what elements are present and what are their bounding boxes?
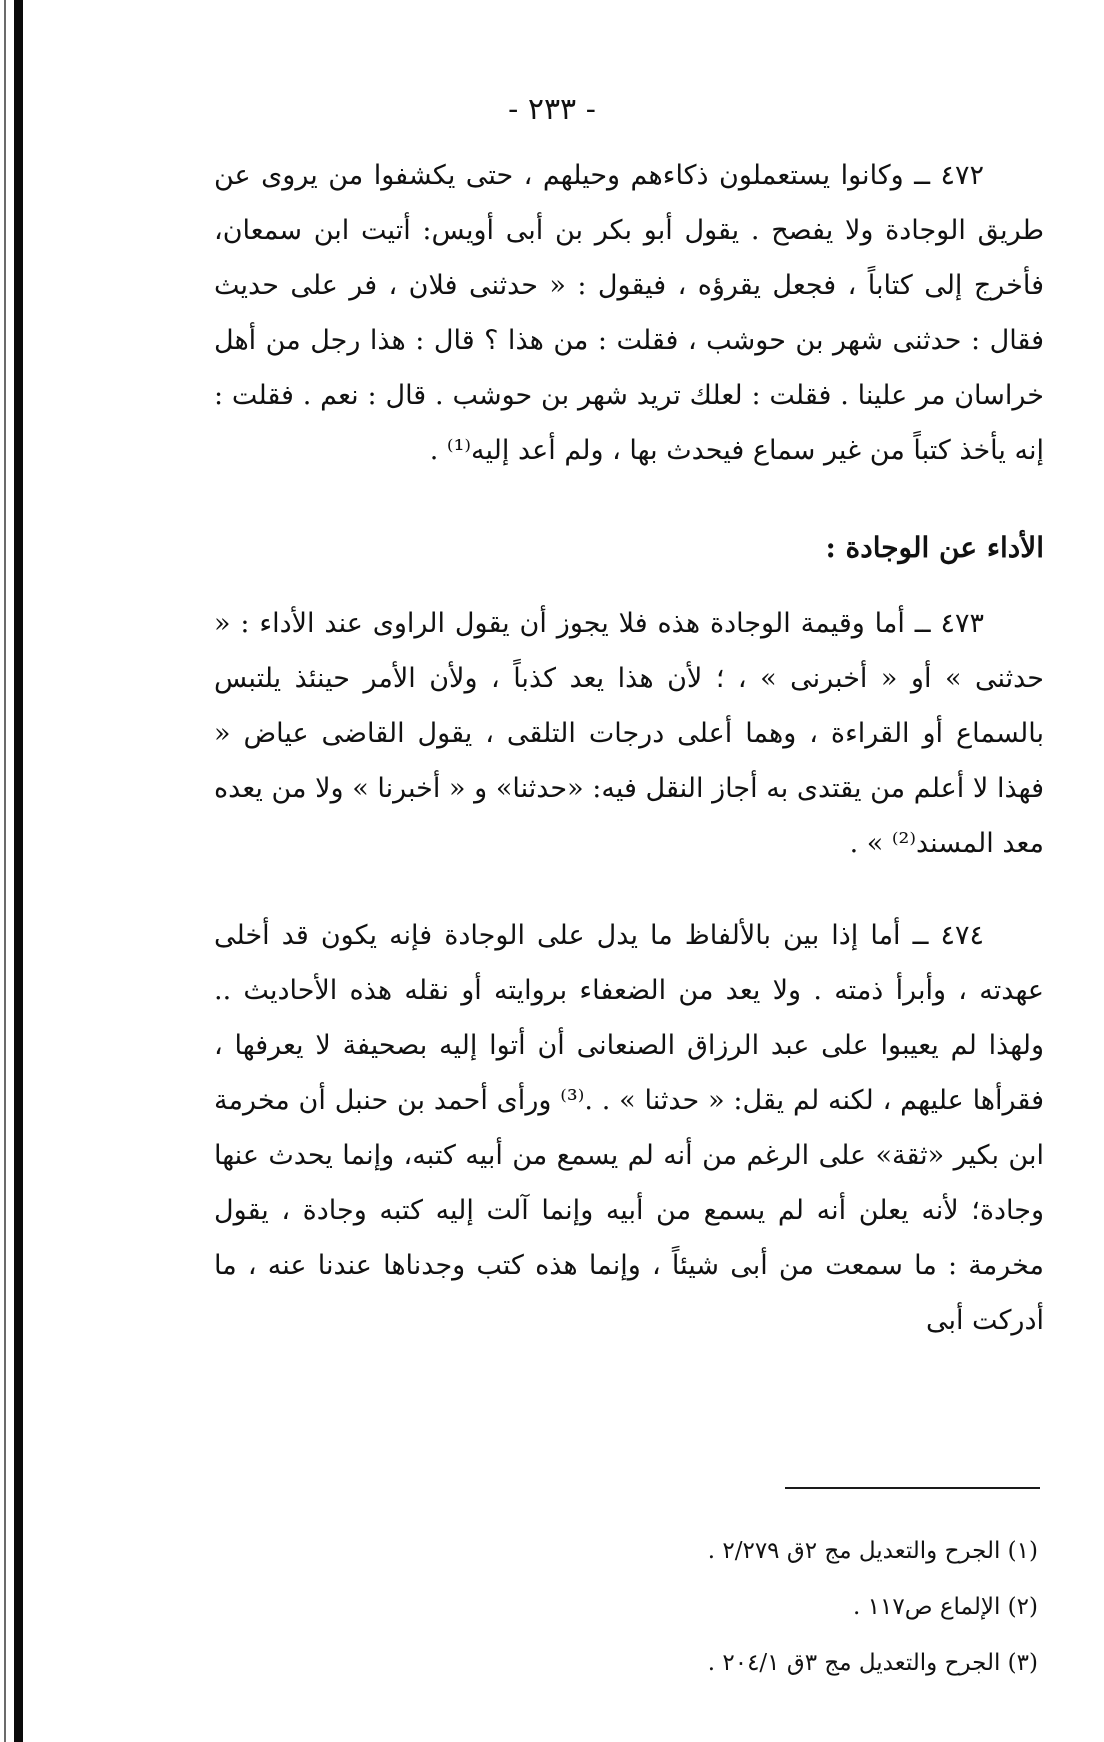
book-binding-edge	[14, 0, 23, 1742]
paragraph-473: ٤٧٣ ــ أما وقيمة الوجادة هذه فلا يجوز أن يقول الراوى عند الأداء : « حدثنى » أو « أخبرنى » ، ؛ لأن هذا يعد كذباً ، ولأن الأمر حينئذ يلتبس بالسماع أو القراءة ، وهما أعلى درجات التلقى ، يقول القاضى عياض « فهذا لا أعلم من يقتدى به أجاز النقل فيه: «حدثنا» و « أخبرنا » ولا من يعده معد المسند⁽²⁾ » .	[214, 608, 1044, 859]
paragraph-472-block	[214, 148, 1044, 478]
page-number: - ٢٣٣ -	[508, 92, 596, 127]
paragraph-474: ٤٧٤ ــ أما إذا بين بالألفاظ ما يدل على الوجادة فإنه يكون قد أخلى عهدته ، وأبرأ ذمته . ولا يعد من الضعفاء بروايته أو نقله هذه الأحاديث .. ولهذا لم يعيبوا على عبد الرزاق الصنعانى أن أتوا إليه بصحيفة لا يعرفها ، فقرأها عليهم ، لكنه لم يقل: « حدثنا » . .⁽³⁾ ورأى أحمد بن حنبل أن مخرمة ابن بكير «ثقة» على الرغم من أنه لم يسمع من أبيه كتبه، وإنما يحدث عنها وجادة؛ لأنه يعلن أنه لم يسمع من أبيه وإنما آلت إليه كتبه وجادة ، يقول مخرمة : ما سمعت من أبى شيئاً ، وإنما هذه كتب وجدناها عندنا عنه ، ما أدركت أبى	[214, 920, 1044, 1336]
footnotes	[214, 1523, 1044, 1691]
footnote-3: (٣) الجرح والتعديل مج ٣ق ٢٠٤/١ .	[707, 1650, 1038, 1676]
page-edge-shadow	[4, 0, 6, 1742]
footnote-2: (٢) الإلماع ص١١٧ .	[853, 1594, 1038, 1620]
footnote-1: (١) الجرح والتعديل مج ٢ق ٢/٢٧٩ .	[707, 1538, 1038, 1564]
paragraph-472: ٤٧٢ ــ وكانوا يستعملون ذكاءهم وحيلهم ، حتى يكشفوا من يروى عن طريق الوجادة ولا يفصح . يقول أبو بكر بن أبى أويس: أتيت ابن سمعان، فأخرج إلى كتاباً ، فجعل يقرؤه ، فيقول : « حدثنى فلان ، فر على حديث فقال : حدثنى شهر بن حوشب ، فقلت : من هذا ؟ قال : هذا رجل من أهل خراسان مر علينا . فقلت : لعلك تريد شهر بن حوشب . قال : نعم . فقلت : إنه يأخذ كتباً من غير سماع فيحدث بها ، ولم أعد إليه⁽¹⁾ .	[214, 160, 1044, 466]
footnote-separator	[785, 1487, 1040, 1489]
paragraph-473-block	[214, 596, 1044, 871]
paragraph-474-block	[214, 908, 1044, 1348]
section-heading-block	[214, 526, 1044, 570]
section-heading: الأداء عن الوجادة :	[825, 531, 1044, 564]
